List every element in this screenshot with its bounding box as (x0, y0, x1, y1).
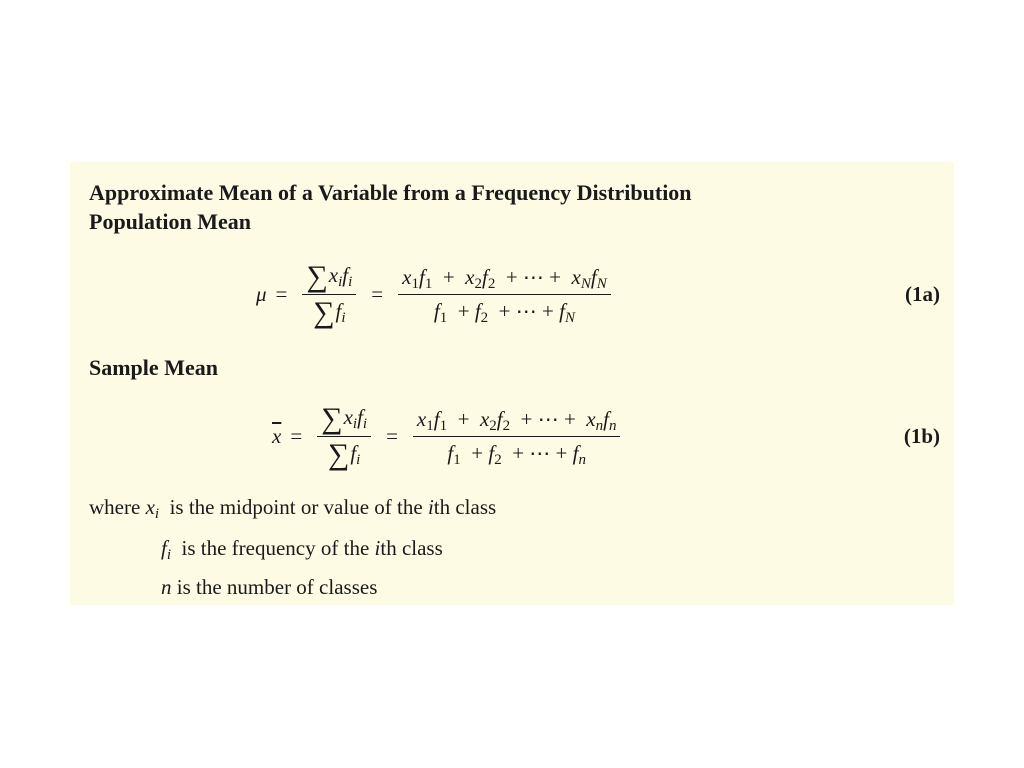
sum-fraction: $\frac{\sum x_if_i}{\sum f_i}$ (317, 403, 371, 469)
definition-n: n is the number of classes (161, 575, 378, 599)
definition-f: $f_i$ is the frequency of the ith class (161, 536, 443, 563)
formula-box (70, 162, 954, 605)
population-mean-heading: Population Mean (89, 209, 251, 234)
expanded-fraction: $\frac{x_1f_1 + x_2f_2 + \cdots + x_Nf_N}{f_1 + f_2 + \cdots + f_N}$ (398, 263, 611, 325)
equation-label-1b: (1b) (903, 424, 940, 448)
box-heading: Approximate Mean of a Variable from a Frequency Distribution (89, 180, 692, 205)
expanded-fraction: $\frac{x_1f_1 + x_2f_2 + \cdots + x_nf_n}{f_1 + f_2 + \cdots + f_n}$ (413, 405, 621, 467)
population-mean-formula: μ = $\frac{\sum x_if_i}{\sum f_i}$ = $\frac{x_1f_1 + x_2f_2 + \cdots + x_Nf_N}{f_1 + f_2 + \cdots + f_N}$ (256, 254, 617, 334)
sample-mean-formula: $\overline{x}$ = $\frac{\sum x_if_i}{\sum f_i}$ = $\frac{x_1f_1 + x_2f_2 + \cdots + x_nf_n}{f_1 + f_2 + \cdots + f_n}$ (272, 396, 626, 476)
sample-mean-heading: Sample Mean (89, 355, 218, 380)
sum-fraction: $\frac{\sum x_if_i}{\sum f_i}$ (302, 261, 356, 327)
sample-mean-equation (70, 396, 954, 476)
population-mean-equation (70, 254, 954, 334)
equation-label-1a: (1a) (905, 282, 940, 306)
definition-x: where $x_i$ is the midpoint or value of the ith class (89, 495, 497, 522)
